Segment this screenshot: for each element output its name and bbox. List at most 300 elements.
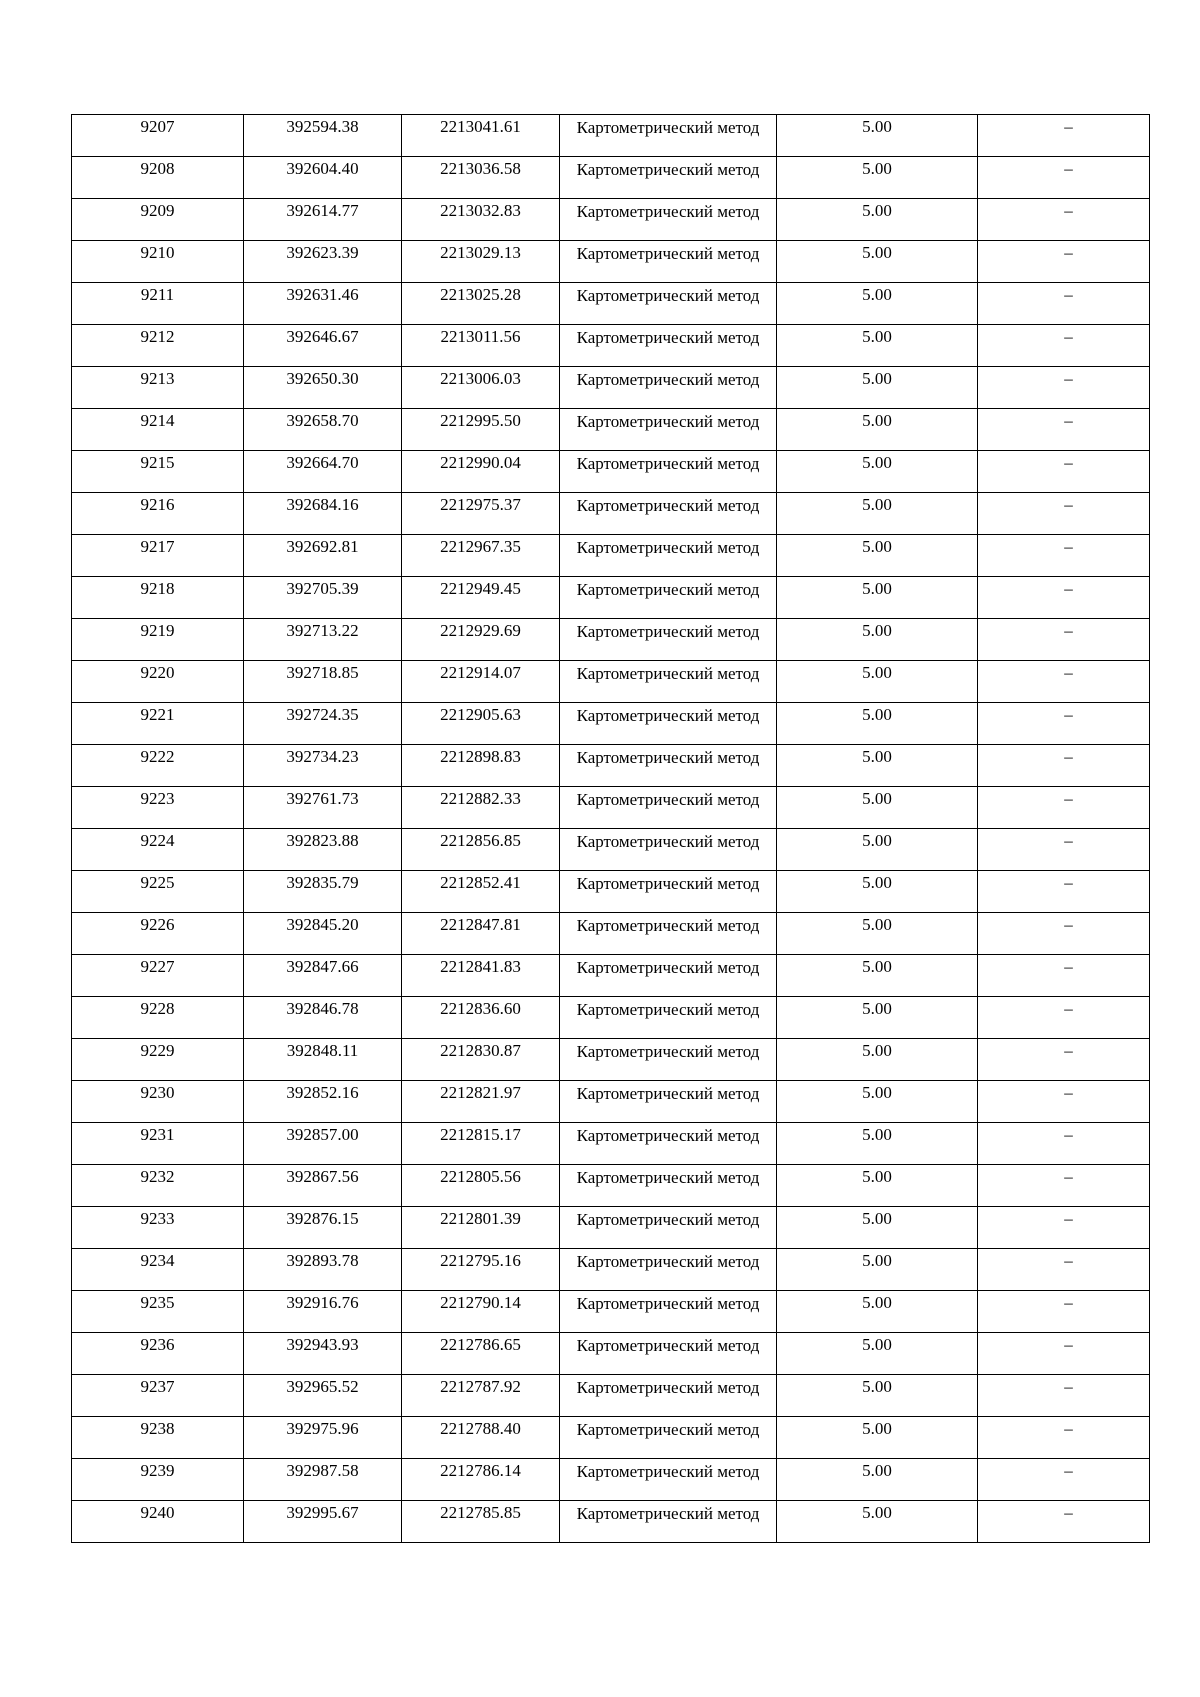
x-coordinate-cell [244,115,402,157]
point-number-cell-text: 9234 [140,1251,175,1270]
y-coordinate-cell [402,1039,560,1081]
point-number-cell [72,955,244,997]
method-cell [560,1459,777,1501]
x-coordinate-cell-text: 392631.46 [286,285,359,304]
note-cell-text: – [1064,957,1073,976]
table-row [72,703,1150,745]
point-number-cell [72,661,244,703]
accuracy-cell [777,1417,978,1459]
accuracy-cell-text: 5.00 [862,705,892,724]
point-number-cell [72,1081,244,1123]
y-coordinate-cell-text: 2212785.85 [440,1503,521,1522]
accuracy-cell-text: 5.00 [862,1041,892,1060]
point-number-cell [72,199,244,241]
accuracy-cell-text: 5.00 [862,117,892,136]
note-cell-text: – [1064,495,1073,514]
note-cell [978,409,1150,451]
accuracy-cell-text: 5.00 [862,1209,892,1228]
point-number-cell-text: 9235 [140,1293,175,1312]
table-row [72,745,1150,787]
method-cell-text: Картометрический метод [576,1504,760,1523]
point-number-cell-text: 9233 [140,1209,175,1228]
accuracy-cell-text: 5.00 [862,495,892,514]
accuracy-cell-text: 5.00 [862,873,892,892]
y-coordinate-cell-text: 2212821.97 [440,1083,521,1102]
note-cell [978,577,1150,619]
note-cell-text: – [1064,1503,1073,1522]
note-cell [978,325,1150,367]
x-coordinate-cell-text: 392867.56 [286,1167,359,1186]
y-coordinate-cell [402,787,560,829]
x-coordinate-cell-text: 392893.78 [286,1251,359,1270]
x-coordinate-cell [244,241,402,283]
point-number-cell [72,913,244,955]
point-number-cell-text: 9223 [140,789,175,808]
point-number-cell [72,157,244,199]
table-row [72,955,1150,997]
accuracy-cell-text: 5.00 [862,1335,892,1354]
method-cell [560,1333,777,1375]
note-cell [978,1291,1150,1333]
x-coordinate-cell [244,1081,402,1123]
note-cell-text: – [1064,873,1073,892]
accuracy-cell-text: 5.00 [862,957,892,976]
method-cell-text: Картометрический метод [576,832,760,851]
x-coordinate-cell [244,1459,402,1501]
table-row [72,325,1150,367]
accuracy-cell [777,199,978,241]
method-cell [560,1417,777,1459]
note-cell-text: – [1064,915,1073,934]
method-cell [560,745,777,787]
note-cell [978,199,1150,241]
point-number-cell-text: 9208 [140,159,175,178]
accuracy-cell-text: 5.00 [862,999,892,1018]
y-coordinate-cell [402,829,560,871]
accuracy-cell [777,913,978,955]
note-cell-text: – [1064,831,1073,850]
accuracy-cell [777,1501,978,1543]
method-cell-text: Картометрический метод [576,1420,760,1439]
table-row [72,241,1150,283]
accuracy-cell [777,409,978,451]
point-number-cell-text: 9238 [140,1419,175,1438]
x-coordinate-cell [244,745,402,787]
y-coordinate-cell-text: 2212801.39 [440,1209,521,1228]
method-cell-text: Картометрический метод [576,370,760,389]
point-number-cell [72,703,244,745]
x-coordinate-cell [244,1417,402,1459]
method-cell-text: Картометрический метод [576,1042,760,1061]
y-coordinate-cell [402,745,560,787]
point-number-cell-text: 9220 [140,663,175,682]
y-coordinate-cell [402,661,560,703]
y-coordinate-cell-text: 2212786.65 [440,1335,521,1354]
y-coordinate-cell-text: 2212990.04 [440,453,521,472]
accuracy-cell-text: 5.00 [862,663,892,682]
note-cell [978,1501,1150,1543]
method-cell-text: Картометрический метод [576,412,760,431]
x-coordinate-cell [244,325,402,367]
y-coordinate-cell [402,1333,560,1375]
point-number-cell-text: 9236 [140,1335,175,1354]
accuracy-cell-text: 5.00 [862,285,892,304]
note-cell-text: – [1064,285,1073,304]
y-coordinate-cell [402,199,560,241]
accuracy-cell-text: 5.00 [862,1293,892,1312]
table-row [72,1291,1150,1333]
point-number-cell [72,997,244,1039]
point-number-cell [72,787,244,829]
x-coordinate-cell [244,1501,402,1543]
point-number-cell [72,283,244,325]
y-coordinate-cell [402,157,560,199]
note-cell-text: – [1064,453,1073,472]
note-cell [978,1417,1150,1459]
accuracy-cell-text: 5.00 [862,1167,892,1186]
method-cell [560,1501,777,1543]
note-cell [978,1207,1150,1249]
method-cell [560,325,777,367]
note-cell-text: – [1064,411,1073,430]
method-cell-text: Картометрический метод [576,1378,760,1397]
table-row [72,997,1150,1039]
point-number-cell [72,1375,244,1417]
x-coordinate-cell [244,1165,402,1207]
accuracy-cell-text: 5.00 [862,327,892,346]
table-row [72,199,1150,241]
y-coordinate-cell [402,283,560,325]
accuracy-cell [777,871,978,913]
accuracy-cell [777,493,978,535]
y-coordinate-cell-text: 2213025.28 [440,285,521,304]
method-cell-text: Картометрический метод [576,1336,760,1355]
x-coordinate-cell-text: 392845.20 [286,915,359,934]
x-coordinate-cell [244,619,402,661]
table-row [72,871,1150,913]
accuracy-cell-text: 5.00 [862,747,892,766]
method-cell [560,997,777,1039]
y-coordinate-cell-text: 2213006.03 [440,369,521,388]
method-cell [560,535,777,577]
x-coordinate-cell [244,913,402,955]
y-coordinate-cell-text: 2212882.33 [440,789,521,808]
point-number-cell [72,577,244,619]
note-cell-text: – [1064,243,1073,262]
point-number-cell [72,1249,244,1291]
y-coordinate-cell [402,241,560,283]
note-cell-text: – [1064,1335,1073,1354]
accuracy-cell-text: 5.00 [862,201,892,220]
accuracy-cell [777,1081,978,1123]
x-coordinate-cell [244,283,402,325]
table-row [72,535,1150,577]
note-cell [978,367,1150,409]
x-coordinate-cell-text: 392604.40 [286,159,359,178]
y-coordinate-cell [402,493,560,535]
note-cell-text: – [1064,327,1073,346]
x-coordinate-cell-text: 392623.39 [286,243,359,262]
x-coordinate-cell-text: 392684.16 [286,495,359,514]
y-coordinate-cell-text: 2212790.14 [440,1293,521,1312]
point-number-cell [72,325,244,367]
accuracy-cell [777,745,978,787]
method-cell-text: Картометрический метод [576,1462,760,1481]
accuracy-cell [777,367,978,409]
note-cell [978,1249,1150,1291]
x-coordinate-cell-text: 392987.58 [286,1461,359,1480]
y-coordinate-cell [402,1459,560,1501]
note-cell [978,1375,1150,1417]
accuracy-cell [777,997,978,1039]
accuracy-cell [777,451,978,493]
note-cell-text: – [1064,1293,1073,1312]
table-row [72,829,1150,871]
note-cell-text: – [1064,579,1073,598]
accuracy-cell-text: 5.00 [862,453,892,472]
point-number-cell-text: 9219 [140,621,175,640]
note-cell [978,115,1150,157]
table-row [72,577,1150,619]
point-number-cell [72,1417,244,1459]
y-coordinate-cell [402,955,560,997]
accuracy-cell [777,619,978,661]
method-cell [560,577,777,619]
accuracy-cell [777,703,978,745]
method-cell [560,1081,777,1123]
accuracy-cell-text: 5.00 [862,579,892,598]
note-cell-text: – [1064,369,1073,388]
y-coordinate-cell [402,1207,560,1249]
point-number-cell [72,493,244,535]
point-number-cell [72,829,244,871]
y-coordinate-cell-text: 2212914.07 [440,663,521,682]
note-cell-text: – [1064,1377,1073,1396]
accuracy-cell [777,661,978,703]
accuracy-cell-text: 5.00 [862,243,892,262]
accuracy-cell [777,787,978,829]
x-coordinate-cell-text: 392847.66 [286,957,359,976]
x-coordinate-cell [244,577,402,619]
x-coordinate-cell [244,871,402,913]
x-coordinate-cell [244,997,402,1039]
note-cell-text: – [1064,999,1073,1018]
x-coordinate-cell-text: 392916.76 [286,1293,359,1312]
y-coordinate-cell [402,871,560,913]
method-cell-text: Картометрический метод [576,1084,760,1103]
note-cell [978,241,1150,283]
method-cell-text: Картометрический метод [576,1210,760,1229]
y-coordinate-cell-text: 2212967.35 [440,537,521,556]
x-coordinate-cell-text: 392846.78 [286,999,359,1018]
point-number-cell-text: 9210 [140,243,175,262]
y-coordinate-cell-text: 2212852.41 [440,873,521,892]
table-row [72,1375,1150,1417]
method-cell-text: Картометрический метод [576,1126,760,1145]
point-number-cell-text: 9217 [140,537,175,556]
point-number-cell-text: 9232 [140,1167,175,1186]
y-coordinate-cell [402,409,560,451]
y-coordinate-cell-text: 2212949.45 [440,579,521,598]
note-cell-text: – [1064,159,1073,178]
y-coordinate-cell [402,535,560,577]
accuracy-cell-text: 5.00 [862,1377,892,1396]
accuracy-cell-text: 5.00 [862,789,892,808]
y-coordinate-cell [402,1501,560,1543]
y-coordinate-cell [402,1291,560,1333]
y-coordinate-cell-text: 2212929.69 [440,621,521,640]
y-coordinate-cell-text: 2212905.63 [440,705,521,724]
x-coordinate-cell-text: 392614.77 [286,201,359,220]
method-cell-text: Картометрический метод [576,202,760,221]
point-number-cell-text: 9237 [140,1377,175,1396]
point-number-cell [72,1123,244,1165]
x-coordinate-cell-text: 392857.00 [286,1125,359,1144]
point-number-cell-text: 9226 [140,915,175,934]
x-coordinate-cell-text: 392876.15 [286,1209,359,1228]
x-coordinate-cell-text: 392823.88 [286,831,359,850]
method-cell [560,829,777,871]
method-cell-text: Картометрический метод [576,1168,760,1187]
x-coordinate-cell [244,787,402,829]
y-coordinate-cell-text: 2212995.50 [440,411,521,430]
x-coordinate-cell-text: 392761.73 [286,789,359,808]
point-number-cell-text: 9222 [140,747,175,766]
y-coordinate-cell [402,913,560,955]
y-coordinate-cell [402,619,560,661]
point-number-cell [72,241,244,283]
point-number-cell [72,1291,244,1333]
table-row [72,451,1150,493]
accuracy-cell-text: 5.00 [862,1503,892,1522]
y-coordinate-cell-text: 2212836.60 [440,999,521,1018]
table-row [72,115,1150,157]
y-coordinate-cell-text: 2212788.40 [440,1419,521,1438]
note-cell [978,787,1150,829]
accuracy-cell-text: 5.00 [862,621,892,640]
method-cell [560,703,777,745]
accuracy-cell [777,1207,978,1249]
point-number-cell-text: 9221 [140,705,175,724]
method-cell-text: Картометрический метод [576,1000,760,1019]
method-cell-text: Картометрический метод [576,538,760,557]
point-number-cell [72,745,244,787]
y-coordinate-cell [402,451,560,493]
y-coordinate-cell [402,703,560,745]
accuracy-cell [777,115,978,157]
x-coordinate-cell [244,1333,402,1375]
x-coordinate-cell-text: 392852.16 [286,1083,359,1102]
x-coordinate-cell-text: 392594.38 [286,117,359,136]
accuracy-cell [777,1375,978,1417]
method-cell [560,661,777,703]
note-cell-text: – [1064,117,1073,136]
table-row [72,283,1150,325]
note-cell-text: – [1064,1251,1073,1270]
accuracy-cell-text: 5.00 [862,369,892,388]
point-number-cell-text: 9209 [140,201,175,220]
point-number-cell [72,619,244,661]
table-row [72,1039,1150,1081]
y-coordinate-cell [402,1123,560,1165]
method-cell-text: Картометрический метод [576,244,760,263]
method-cell [560,787,777,829]
note-cell [978,913,1150,955]
point-number-cell [72,409,244,451]
point-number-cell-text: 9239 [140,1461,175,1480]
table-row [72,409,1150,451]
x-coordinate-cell-text: 392943.93 [286,1335,359,1354]
table-row [72,157,1150,199]
point-number-cell-text: 9207 [140,117,175,136]
x-coordinate-cell-text: 392975.96 [286,1419,359,1438]
x-coordinate-cell [244,157,402,199]
point-number-cell [72,367,244,409]
x-coordinate-cell-text: 392658.70 [286,411,359,430]
table-row [72,913,1150,955]
x-coordinate-cell [244,199,402,241]
note-cell [978,1081,1150,1123]
point-number-cell-text: 9231 [140,1125,175,1144]
point-number-cell-text: 9227 [140,957,175,976]
point-number-cell-text: 9225 [140,873,175,892]
accuracy-cell-text: 5.00 [862,831,892,850]
note-cell [978,1459,1150,1501]
method-cell-text: Картометрический метод [576,1252,760,1271]
accuracy-cell [777,283,978,325]
method-cell-text: Картометрический метод [576,790,760,809]
point-number-cell [72,871,244,913]
note-cell-text: – [1064,747,1073,766]
note-cell [978,619,1150,661]
y-coordinate-cell-text: 2212847.81 [440,915,521,934]
note-cell-text: – [1064,789,1073,808]
table-row [72,619,1150,661]
x-coordinate-cell [244,1375,402,1417]
method-cell-text: Картометрический метод [576,748,760,767]
table-row [72,493,1150,535]
method-cell [560,619,777,661]
y-coordinate-cell-text: 2212975.37 [440,495,521,514]
x-coordinate-cell [244,829,402,871]
note-cell [978,703,1150,745]
x-coordinate-cell-text: 392692.81 [286,537,359,556]
accuracy-cell [777,325,978,367]
x-coordinate-cell [244,1249,402,1291]
coordinates-table-body [72,115,1150,1543]
method-cell [560,1375,777,1417]
accuracy-cell [777,955,978,997]
table-row [72,787,1150,829]
note-cell [978,283,1150,325]
note-cell [978,871,1150,913]
x-coordinate-cell [244,955,402,997]
note-cell-text: – [1064,621,1073,640]
accuracy-cell-text: 5.00 [862,159,892,178]
accuracy-cell-text: 5.00 [862,1125,892,1144]
method-cell-text: Картометрический метод [576,706,760,725]
method-cell-text: Картометрический метод [576,664,760,683]
method-cell-text: Картометрический метод [576,328,760,347]
accuracy-cell-text: 5.00 [862,1251,892,1270]
note-cell [978,829,1150,871]
method-cell-text: Картометрический метод [576,580,760,599]
note-cell-text: – [1064,1461,1073,1480]
point-number-cell-text: 9213 [140,369,175,388]
y-coordinate-cell [402,1165,560,1207]
method-cell [560,1291,777,1333]
accuracy-cell [777,241,978,283]
